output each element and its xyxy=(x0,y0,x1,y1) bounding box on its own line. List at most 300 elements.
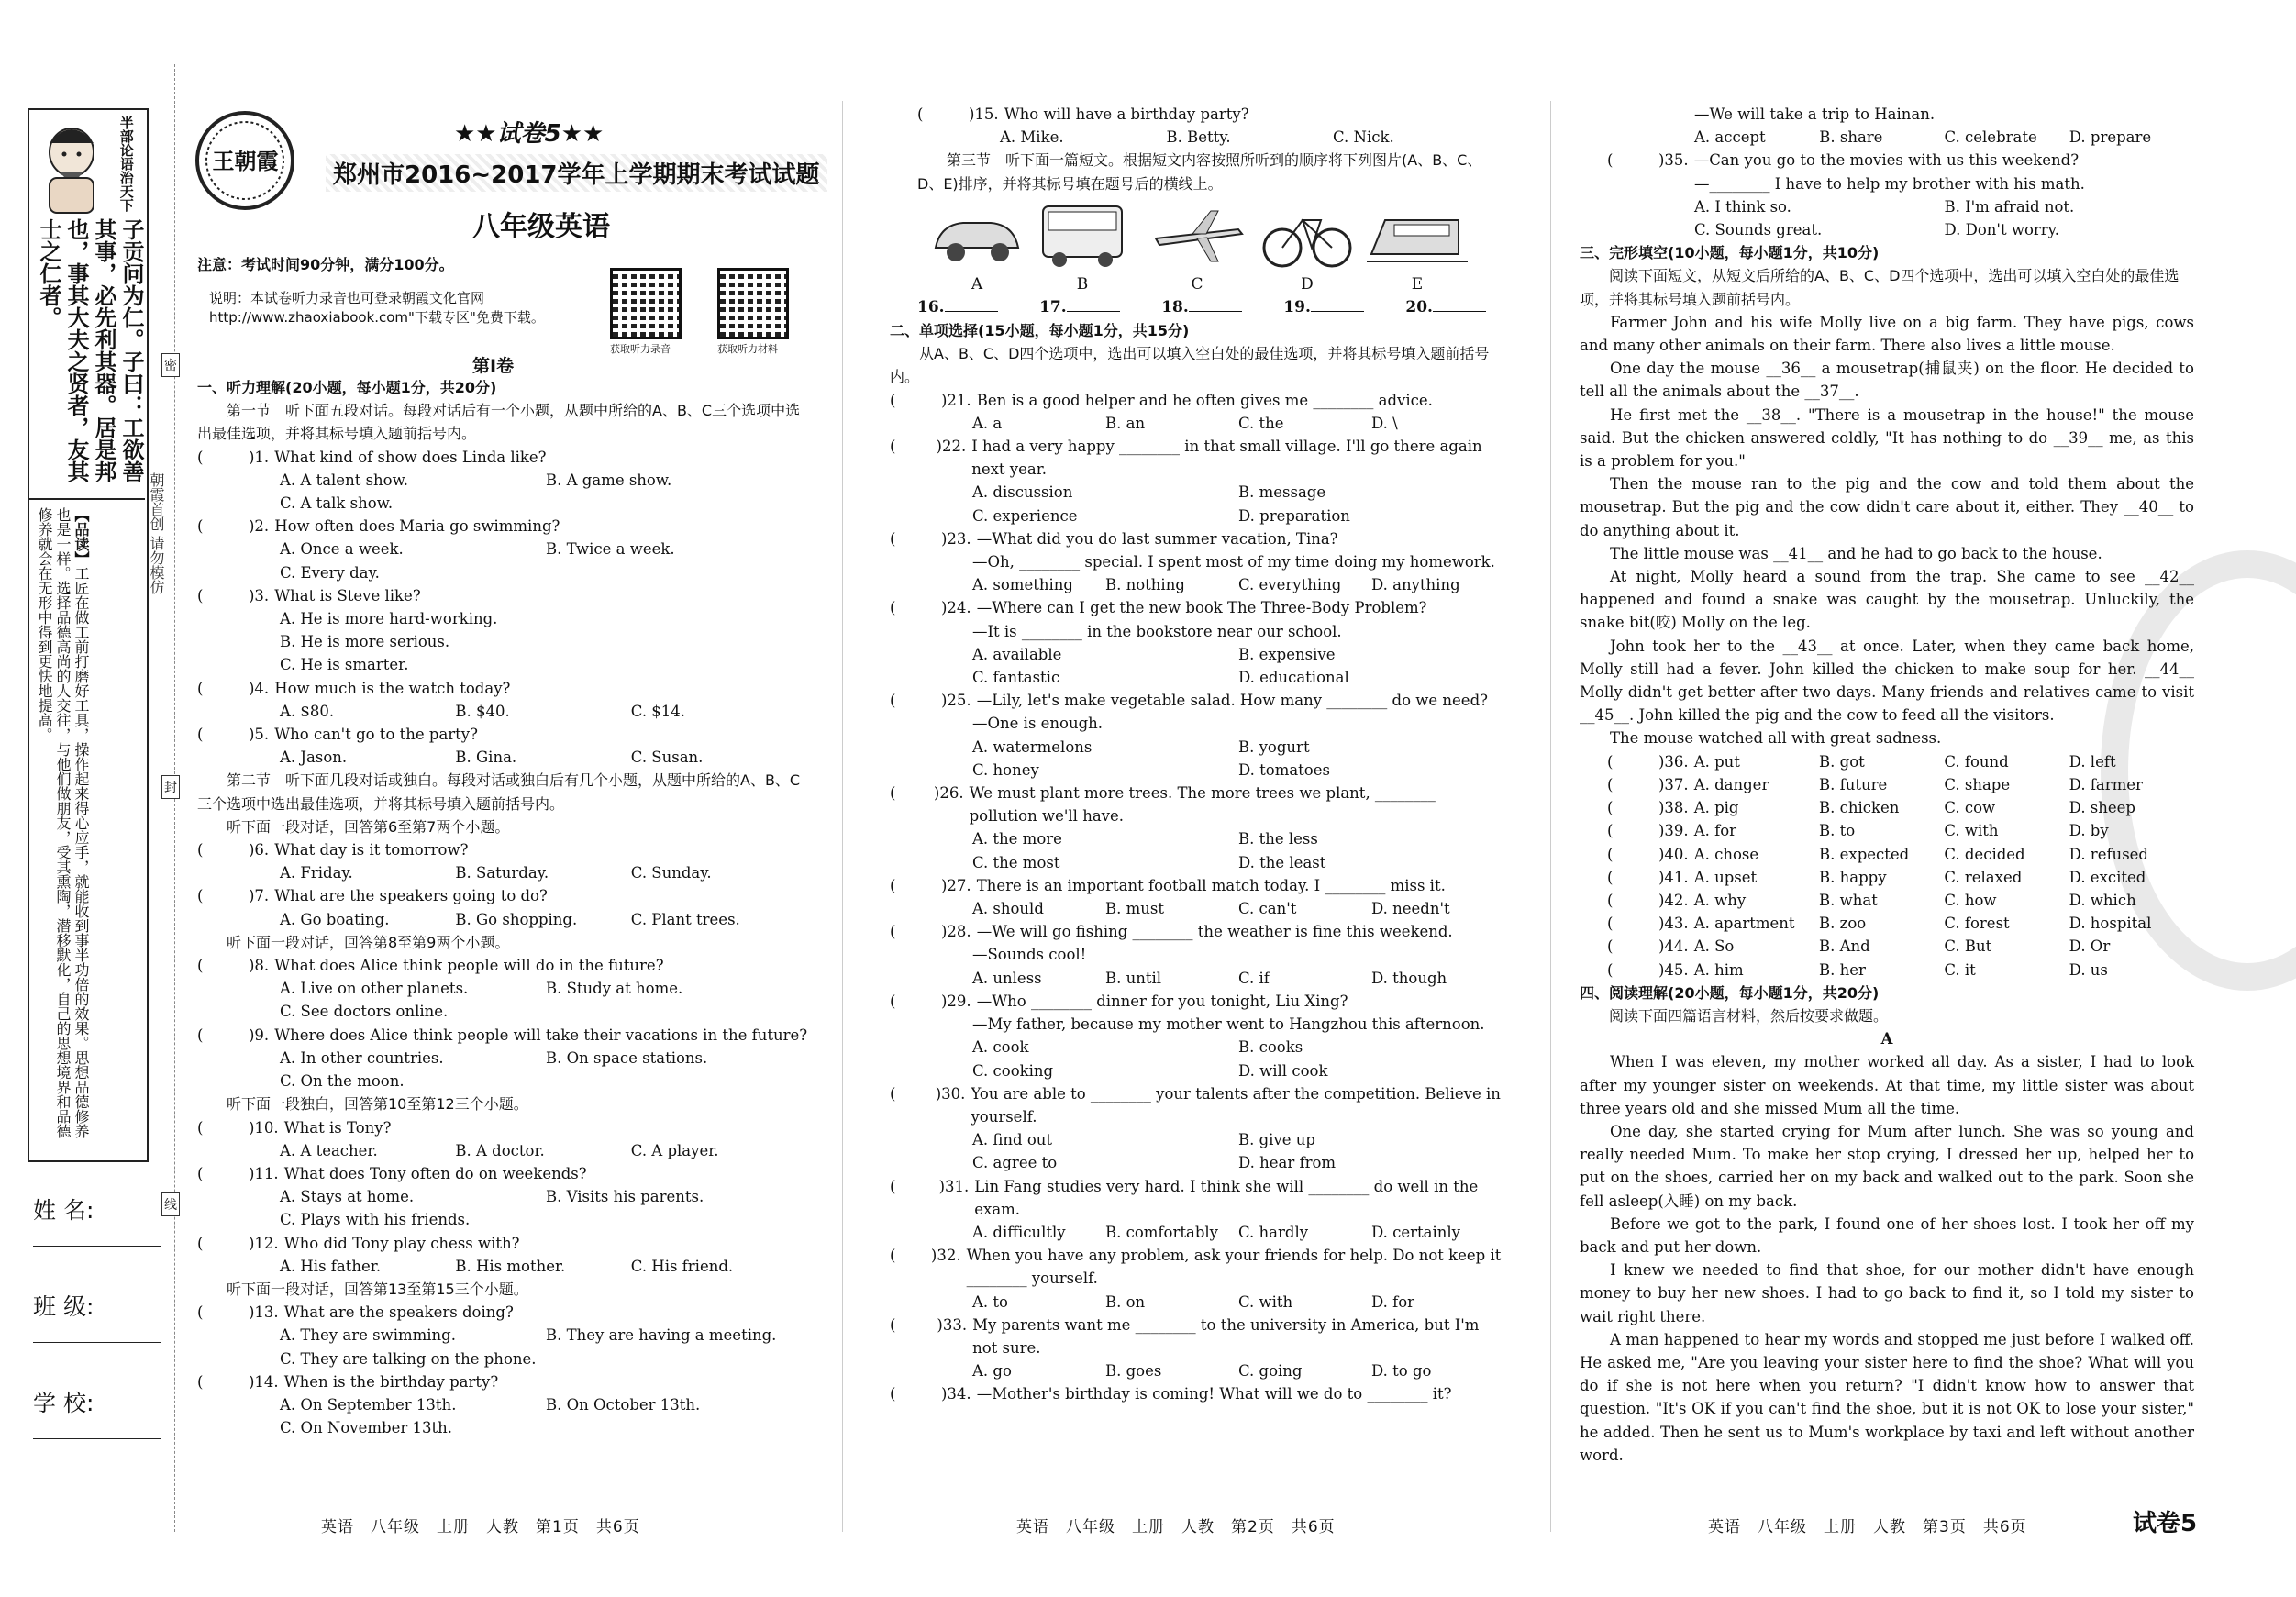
option[interactable]: B. zoo xyxy=(1819,915,1867,933)
q-text: —Where can I get the new book The Three-Body Problem? xyxy=(976,599,1427,617)
q-text: What is Steve like? xyxy=(274,586,421,604)
option[interactable]: C. with xyxy=(1238,1292,1293,1311)
cloze-q-41: ( )41. A. upset B. happy C. relaxed D. excited xyxy=(1580,866,2194,889)
option[interactable]: B. until xyxy=(1105,969,1162,987)
blank-16[interactable] xyxy=(917,298,998,316)
page3-column xyxy=(1580,103,2194,1467)
option[interactable]: B. Betty. xyxy=(1166,128,1231,147)
q-text: There is an important football match today. I ________ miss it. xyxy=(976,876,1446,894)
q-num: )13. xyxy=(249,1303,279,1322)
option[interactable]: C. Susan. xyxy=(630,749,704,767)
option[interactable]: A. pig xyxy=(1693,799,1739,817)
page2-single-choice xyxy=(890,319,1504,1406)
option[interactable]: B. yogurt xyxy=(1238,738,1310,756)
option[interactable]: B. cooks xyxy=(1238,1038,1303,1057)
option[interactable]: B. got xyxy=(1819,752,1865,771)
q-num: )34. xyxy=(941,1385,971,1403)
question-14: ( )14. When is the birthday party? A. On September 13th. B. On October 13th. C. On November 13th. xyxy=(197,1370,812,1440)
reading-body: 工匠在做工前打磨好工具，操作起来得心应手，就能收到事半功倍的效果。思想品德修养也是一样。选择品德高尚的人交往，与他们做朋友，受其熏陶，潜移默化，自己的思想境界和品德修养就会在无形中得到更快地提高。 xyxy=(36,507,90,1138)
q-text: What does Alice think people will do in the future? xyxy=(274,957,664,975)
name-line xyxy=(33,1246,161,1247)
option[interactable]: D. hospital xyxy=(2069,915,2152,933)
q-num: )42. xyxy=(1658,891,1689,909)
question-23: ( )23. —What did you do last summer vacation, Tina? —Oh, ________ special. I spent most of my time doing my homework. A. something B. nothing C. everything D. anything xyxy=(890,527,1504,597)
option[interactable]: B. give up xyxy=(1238,1131,1315,1149)
question-25: ( )25. —Lily, let's make vegetable salad. How many ________ do we need? —One is enough. A. watermelons B. yogurt C. honey D. tomatoes xyxy=(890,689,1504,782)
option[interactable]: C. celebrate xyxy=(1944,128,2037,147)
option[interactable]: C. the most xyxy=(972,853,1060,871)
option[interactable]: B. His mother. xyxy=(455,1257,566,1275)
school-label: 学 校: xyxy=(33,1390,94,1416)
option[interactable]: C. cow xyxy=(1944,799,1996,817)
q-text-2: —It is ________ in the bookstore near our school. xyxy=(972,622,1342,640)
reading-instruction: 阅读下面四篇语言材料，然后按要求做题。 xyxy=(1609,1006,1889,1025)
question-12: ( )12. Who did Tony play chess with? A. His father. B. His mother. C. His friend. xyxy=(197,1232,812,1278)
q-text: My parents want me ________ to the university in America, but I'm not sure. xyxy=(972,1315,1480,1357)
option[interactable]: A. Stays at home. xyxy=(280,1188,415,1206)
option[interactable]: A. Go boating. xyxy=(280,910,390,928)
option[interactable]: B. happy xyxy=(1819,868,1887,886)
option[interactable]: B. message xyxy=(1238,483,1326,502)
option[interactable]: D. educational xyxy=(1238,669,1349,687)
option[interactable]: D. hear from xyxy=(1238,1154,1337,1172)
option[interactable]: A. Jason. xyxy=(280,749,348,767)
option[interactable]: A. A teacher. xyxy=(280,1141,378,1159)
question-34: ( )34. —Mother's birthday is coming! What will we do to ________ it? xyxy=(890,1382,1504,1405)
passage-paragraph: One day, she started crying for Mum after lunch. She was so young and really needed Mum. To make her stop crying, I dressed her up, helped her to put on the shoes, carried her on my back and walked out to the park. Soon she fell asleep(入睡) on my back. xyxy=(1580,1122,2194,1210)
option[interactable]: A. for xyxy=(1693,822,1737,840)
option[interactable]: D. refused xyxy=(2069,845,2148,863)
question-6: ( )6. What day is it tomorrow? A. Friday. B. Saturday. C. Sunday. xyxy=(197,838,812,884)
option[interactable]: C. fantastic xyxy=(972,669,1060,687)
q-text-2: —One is enough. xyxy=(972,715,1104,733)
option[interactable]: C. They are talking on the phone. xyxy=(280,1349,537,1368)
blank-17[interactable] xyxy=(1039,298,1120,316)
explain-note: 说明：本试卷听力录音也可登录朝霞文化官网 http://www.zhaoxiabook.com"下载专区"免费下载。 xyxy=(209,290,545,326)
option[interactable]: C. He is smarter. xyxy=(280,656,409,674)
option[interactable]: A. watermelons xyxy=(972,738,1093,756)
q-text: Who did Tony play chess with? xyxy=(283,1234,520,1252)
option[interactable]: B. He is more serious. xyxy=(280,633,450,651)
q-num: )9. xyxy=(249,1026,270,1044)
option[interactable]: D. tomatoes xyxy=(1238,760,1330,779)
option[interactable]: A. Once a week. xyxy=(280,540,404,559)
option[interactable]: C. honey xyxy=(972,760,1039,779)
option[interactable]: B. what xyxy=(1819,891,1878,909)
q-num: )10. xyxy=(249,1118,279,1137)
q-num: )1. xyxy=(249,448,270,466)
option[interactable]: B. A game show. xyxy=(546,471,672,489)
qr-material[interactable] xyxy=(717,268,789,339)
question-4: ( )4. How much is the watch today? A. $80. B. $40. C. $14. xyxy=(197,677,812,723)
option[interactable]: A. So xyxy=(1693,937,1735,956)
cloze-q-39: ( )39. A. for B. to C. with D. by xyxy=(1580,819,2194,842)
option[interactable]: D. the least xyxy=(1238,853,1326,871)
option[interactable]: D. \ xyxy=(1371,414,1398,432)
cloze-paragraph: John took her to the __43__ at once. Later, when they came back home, Molly still had a fever. John killed the chicken to make soup for her. __44__ Molly didn't get better after two days. Many friends and relatives came to visit __45__. John killed the pig and the cow to feed all the visitors. xyxy=(1580,637,2194,725)
option[interactable]: C. relaxed xyxy=(1944,868,2023,886)
volume-title: 第Ⅰ卷 xyxy=(472,356,515,376)
cloze-paragraph: He first met the __38__. "There is a mousetrap in the house!" the mouse said. But the chicken answered coldly, "It has nothing to do __39__ me, as this is a problem for you." xyxy=(1580,405,2194,471)
option[interactable]: B. comfortably xyxy=(1105,1223,1218,1241)
option[interactable]: A. On September 13th. xyxy=(280,1395,457,1414)
qr-audio[interactable] xyxy=(610,268,682,339)
option[interactable]: B. They are having a meeting. xyxy=(546,1326,777,1345)
option[interactable]: D. Don't worry. xyxy=(1944,221,2060,239)
page2-column xyxy=(917,103,1504,195)
option[interactable]: D. excited xyxy=(2069,868,2146,886)
option[interactable]: A. something xyxy=(972,576,1073,594)
option[interactable]: C. Plant trees. xyxy=(630,910,740,928)
cloze-q-45: ( )45. A. him B. her C. it D. us xyxy=(1580,959,2194,981)
paper-label: ★★试卷5★★ xyxy=(454,120,605,148)
option[interactable]: A. why xyxy=(1693,891,1747,909)
option[interactable]: A. a xyxy=(972,414,1003,432)
q-num: )38. xyxy=(1658,799,1689,817)
blank-num: 20. xyxy=(1405,298,1433,316)
q-num: )15. xyxy=(969,105,999,123)
option[interactable]: C. Sounds great. xyxy=(1694,221,1823,239)
option[interactable]: C. Plays with his friends. xyxy=(280,1211,471,1229)
option[interactable]: B. Go shopping. xyxy=(455,910,578,928)
option[interactable]: B. I'm afraid not. xyxy=(1944,197,2075,216)
blank-num: 17. xyxy=(1039,298,1067,316)
option[interactable]: A. find out xyxy=(972,1131,1053,1149)
section-reading: 四、阅读理解(20小题，每小题1分，共20分) xyxy=(1580,983,1880,1002)
q-num: )32. xyxy=(930,1247,961,1265)
question-3: ( )3. What is Steve like? A. He is more hard-working. B. He is more serious. C. He is smarter. xyxy=(197,584,812,677)
option[interactable]: B. share xyxy=(1819,128,1883,147)
question-5: ( )5. Who can't go to the party? A. Jason. B. Gina. C. Susan. xyxy=(197,723,812,769)
option[interactable]: A. danger xyxy=(1693,775,1769,793)
option[interactable]: D. though xyxy=(1371,969,1447,987)
option[interactable]: B. Gina. xyxy=(455,749,517,767)
lead-13-15: 听下面一段对话，回答第13至第15三个小题。 xyxy=(227,1280,528,1298)
option[interactable]: A. difficultly xyxy=(972,1223,1066,1241)
picture-plane xyxy=(1147,197,1248,275)
option[interactable]: A. In other countries. xyxy=(280,1048,444,1067)
cloze-paragraph: The mouse watched all with great sadness. xyxy=(1610,729,1942,748)
section-cloze: 三、完形填空(10小题，每小题1分，共10分) xyxy=(1580,244,1880,262)
option[interactable]: C. On November 13th. xyxy=(280,1419,452,1437)
option[interactable]: B. must xyxy=(1105,900,1164,918)
question-7: ( )7. What are the speakers going to do? A. Go boating. B. Go shopping. C. Plant trees. xyxy=(197,884,812,930)
blank-18[interactable] xyxy=(1161,298,1242,316)
q-text: —Who ________ dinner for you tonight, Liu Xing? xyxy=(976,992,1348,1010)
q-text: Lin Fang studies very hard. I think she will ________ do well in the exam. xyxy=(974,1177,1479,1218)
option[interactable]: A. available xyxy=(972,645,1062,663)
option[interactable]: B. Visits his parents. xyxy=(546,1188,704,1206)
option[interactable]: A. should xyxy=(972,900,1044,918)
option[interactable]: C. See doctors online. xyxy=(280,1003,449,1021)
question-26: ( )26. We must plant more trees. The more trees we plant, ________ pollution we'll have. A. the more B. the less C. the most D. the least xyxy=(890,782,1504,874)
lead-6-7: 听下面一段对话，回答第6至第7两个小题。 xyxy=(227,817,510,836)
question-2: ( )2. How often does Maria go swimming? A. Once a week. B. Twice a week. C. Every day. xyxy=(197,515,812,584)
pic-label: A xyxy=(971,275,983,294)
option[interactable]: C. with xyxy=(1944,822,1999,840)
pic-label: E xyxy=(1411,275,1424,294)
q-num: )35. xyxy=(1658,151,1689,170)
question-21: ( )21. Ben is a good helper and he often gives me ________ advice. A. a B. an C. the D. \ xyxy=(890,389,1504,435)
question-11: ( )11. What does Tony often do on weekends? A. Stays at home. B. Visits his parents. C. Plays with his friends. xyxy=(197,1162,812,1232)
option[interactable]: B. her xyxy=(1819,960,1866,979)
option[interactable]: D. by xyxy=(2069,822,2109,840)
option[interactable]: D. which xyxy=(2069,891,2136,909)
section2-instruction: 从A、B、C、D四个选项中，选出可以填入空白处的最佳选项，并将其标号填入题前括号内。 xyxy=(890,345,1490,386)
q-text: Ben is a good helper and he often gives me ________ advice. xyxy=(976,391,1433,409)
option[interactable]: D. needn't xyxy=(1371,900,1450,918)
option[interactable]: A. to xyxy=(972,1292,1008,1311)
option[interactable]: A. unless xyxy=(972,969,1042,987)
option[interactable]: C. everything xyxy=(1238,576,1342,594)
passage-paragraph: I knew we needed to find that shoe, for our mother didn't have enough money to buy her new shoes. I had to go back to find it, so I told my sister to wait right there. xyxy=(1580,1261,2194,1325)
exam-title: 郑州市2016~2017学年上学期期末考试试题 xyxy=(326,154,827,192)
option[interactable]: B. future xyxy=(1819,775,1888,793)
school-line xyxy=(33,1438,161,1439)
option[interactable]: A. put xyxy=(1693,752,1740,771)
option[interactable]: C. decided xyxy=(1944,845,2025,863)
option[interactable]: A. cook xyxy=(972,1038,1029,1057)
option[interactable]: A. A talent show. xyxy=(280,471,409,489)
option[interactable]: A. discussion xyxy=(972,483,1073,502)
q-num: )21. xyxy=(941,391,971,409)
seal-mark-3: 线 xyxy=(161,1192,180,1216)
q-num: )45. xyxy=(1658,960,1689,979)
q-num: )23. xyxy=(941,529,971,548)
option[interactable]: C. hardly xyxy=(1238,1223,1309,1241)
part1-instruction: 第一节 听下面五段对话。每段对话后有一个小题，从题中所给的A、B、C三个选项中选出最佳选项，并将其标号填入题前括号内。 xyxy=(197,402,801,443)
option[interactable]: A. accept xyxy=(1694,128,1766,147)
q-text: When you have any problem, ask your friends for help. Do not keep it ________ yourself. xyxy=(966,1247,1502,1288)
cloze-options xyxy=(1580,750,2194,981)
q-num: )44. xyxy=(1658,937,1689,956)
class-line xyxy=(33,1342,161,1343)
option[interactable]: B. on xyxy=(1105,1292,1146,1311)
option[interactable]: B. Study at home. xyxy=(546,980,683,998)
q-text: I had a very happy ________ in that small village. I'll go there again next year. xyxy=(971,438,1482,479)
reading-text xyxy=(35,507,90,1149)
qr-material-caption: 获取听力材料 xyxy=(717,343,778,355)
name-label: 姓 名: xyxy=(33,1197,94,1224)
q-num: )41. xyxy=(1658,868,1689,886)
part3-instruction: 第三节 听下面一篇短文。根据短文内容按照所听到的顺序将下列图片(A、B、C、D、E)排序，并将其标号填在题号后的横线上。 xyxy=(917,151,1482,193)
option[interactable]: B. On October 13th. xyxy=(546,1395,701,1414)
option[interactable]: C. found xyxy=(1944,752,2009,771)
option[interactable]: A. the more xyxy=(972,830,1062,848)
q-text-2: —________ I have to help my brother with his math. xyxy=(1694,174,2085,193)
blank-num: 18. xyxy=(1161,298,1189,316)
option[interactable]: D. anything xyxy=(1371,576,1460,594)
option[interactable]: C. His friend. xyxy=(630,1257,734,1275)
option[interactable]: C. forest xyxy=(1944,915,2010,933)
option[interactable]: C. But xyxy=(1944,937,1992,956)
option[interactable]: A. apartment xyxy=(1693,915,1795,933)
option[interactable]: D. sheep xyxy=(2069,799,2135,817)
q-num: )4. xyxy=(249,679,270,697)
q-text: How much is the watch today? xyxy=(274,679,511,697)
option[interactable]: D. us xyxy=(2069,960,2108,979)
option[interactable]: C. agree to xyxy=(972,1154,1058,1172)
option[interactable]: A. They are swimming. xyxy=(280,1326,456,1345)
school-field[interactable] xyxy=(33,1385,171,1418)
option[interactable]: B. to xyxy=(1819,822,1856,840)
vertical-note: 朝霞首创 请勿模仿 xyxy=(148,472,165,595)
option[interactable]: A. His father. xyxy=(280,1257,382,1275)
option[interactable]: B. Twice a week. xyxy=(546,540,675,559)
option[interactable]: B. an xyxy=(1105,414,1146,432)
reading-title: 【品读】 xyxy=(72,507,90,566)
q-text: —Can you go to the movies with us this weekend? xyxy=(1693,151,2080,170)
option[interactable]: B. the less xyxy=(1238,830,1318,848)
corner-paper-label: 试卷5 xyxy=(2133,1510,2198,1537)
passage-paragraph: Before we got to the park, I found one of her shoes lost. I took her off my back and put her down. xyxy=(1580,1214,2194,1256)
option[interactable]: C. the xyxy=(1238,414,1284,432)
option[interactable]: B. expected xyxy=(1819,845,1910,863)
option[interactable]: B. Saturday. xyxy=(455,864,549,882)
q-text-2: —Oh, ________ special. I spent most of my time doing my homework. xyxy=(972,553,1495,571)
cloze-q-37: ( )37. A. danger B. future C. shape D. farmer xyxy=(1580,773,2194,796)
option[interactable]: C. shape xyxy=(1944,775,2011,793)
question-13: ( )13. What are the speakers doing? A. They are swimming. B. They are having a meeting. C. They are talking on the phone. xyxy=(197,1301,812,1370)
q-text-2: —We will take a trip to Hainan. xyxy=(1694,105,1936,123)
q-num: )11. xyxy=(249,1164,279,1182)
cloze-q-36: ( )36. A. put B. got C. found D. left xyxy=(1580,750,2194,773)
option[interactable]: A. He is more hard-working. xyxy=(280,610,498,628)
option[interactable]: A. I think so. xyxy=(1694,197,1791,216)
option[interactable]: A. Live on other planets. xyxy=(280,980,469,998)
option[interactable]: B. chicken xyxy=(1819,799,1900,817)
blank-19[interactable] xyxy=(1283,298,1364,316)
option[interactable]: B. goes xyxy=(1105,1362,1162,1381)
q-num: )28. xyxy=(941,923,971,941)
picture-bike xyxy=(1257,197,1358,275)
option[interactable]: B. A doctor. xyxy=(455,1141,545,1159)
blank-20[interactable] xyxy=(1405,298,1486,316)
passage-label: A xyxy=(1880,1030,1893,1048)
option[interactable]: C. if xyxy=(1238,969,1270,987)
answer-blanks-16-20 xyxy=(917,298,1486,316)
q-num: )3. xyxy=(249,586,270,604)
option[interactable]: C. On the moon. xyxy=(280,1072,405,1091)
option[interactable]: B. expensive xyxy=(1238,645,1336,663)
q-text: What day is it tomorrow? xyxy=(274,841,469,859)
q-num: )29. xyxy=(941,992,971,1010)
class-label: 班 级: xyxy=(33,1293,94,1320)
option[interactable]: A. chose xyxy=(1693,845,1759,863)
part2-instruction: 第二节 听下面几段对话或独白。每段对话或独白后有几个小题，从题中所给的A、B、C三个选项中选出最佳选项，并将其标号填入题前括号内。 xyxy=(197,771,801,813)
q-num: )12. xyxy=(249,1234,279,1252)
option[interactable]: C. A talk show. xyxy=(280,494,394,513)
page-divider-1 xyxy=(842,101,843,1532)
section-listening: 一、听力理解(20小题，每小题1分，共20分) xyxy=(197,379,497,396)
page1-column xyxy=(197,376,812,1439)
option[interactable]: A. go xyxy=(972,1362,1012,1381)
q-num: )40. xyxy=(1658,845,1689,863)
q-text: Where does Alice think people will take their vacations in the future? xyxy=(274,1026,808,1044)
option[interactable]: B. nothing xyxy=(1105,576,1185,594)
option[interactable]: C. $14. xyxy=(630,702,686,720)
cloze-instruction: 阅读下面短文，从短文后所给的A、B、C、D四个选项中，选出可以填入空白处的最佳选项，并将其标号填入题前括号内。 xyxy=(1580,267,2180,308)
question-1: ( )1. What kind of show does Linda like? A. A talent show. B. A game show. C. A talk show. xyxy=(197,446,812,516)
cloze-paragraph: One day the mouse __36__ a mousetrap(捕鼠夹) on the floor. He decided to tell all the animals about the __37__. xyxy=(1580,360,2194,401)
qr-audio-caption: 获取听力录音 xyxy=(610,343,671,355)
q-num: )5. xyxy=(249,726,270,744)
logo-text: 王朝霞 xyxy=(212,148,279,174)
subject-title: 八年级英语 xyxy=(472,211,610,243)
q-text: What is Tony? xyxy=(283,1118,392,1137)
option[interactable]: C. Nick. xyxy=(1333,128,1394,147)
q-text: You are able to ________ your talents after the competition. Believe in yourself. xyxy=(971,1084,1501,1126)
option[interactable]: D. left xyxy=(2069,752,2116,771)
option[interactable]: D. will cook xyxy=(1238,1061,1328,1080)
option[interactable]: D. farmer xyxy=(2069,775,2143,793)
q-num: )27. xyxy=(941,876,971,894)
option[interactable]: D. preparation xyxy=(1238,506,1350,525)
option[interactable]: C. Sunday. xyxy=(630,864,712,882)
question-28: ( )28. —We will go fishing ________ the weather is fine this weekend. —Sounds cool! A. unless B. until C. if D. though xyxy=(890,920,1504,990)
option[interactable]: C. A player. xyxy=(630,1141,719,1159)
option[interactable]: C. cooking xyxy=(972,1061,1054,1080)
cloze-q-38: ( )38. A. pig B. chicken C. cow D. sheep xyxy=(1580,796,2194,819)
q-num: )24. xyxy=(941,599,971,617)
option[interactable]: B. $40. xyxy=(455,702,510,720)
name-field[interactable] xyxy=(33,1192,171,1225)
option[interactable]: A. upset xyxy=(1693,868,1758,886)
option[interactable]: C. going xyxy=(1238,1362,1303,1381)
option[interactable]: D. for xyxy=(1371,1292,1415,1311)
sidebar-quote: 子贡问为仁。子曰：工欲善其事，必先利其器。居是邦也，事其大夫之贤者，友其士之仁者。 xyxy=(36,218,144,482)
option[interactable]: A. Mike. xyxy=(1000,128,1064,147)
q-num: )8. xyxy=(249,957,270,975)
option[interactable]: A. $80. xyxy=(280,702,335,720)
q-num: )36. xyxy=(1658,752,1689,771)
question-24: ( )24. —Where can I get the new book The Three-Body Problem? —It is ________ in the bookstore near our school. A. available B. expensive C. fantastic D. educational xyxy=(890,596,1504,689)
q-num: )6. xyxy=(249,841,270,859)
q-num: )37. xyxy=(1658,775,1689,793)
option[interactable]: D. certainly xyxy=(1371,1223,1460,1241)
option[interactable]: A. him xyxy=(1693,960,1744,979)
option[interactable]: D. Or xyxy=(2069,937,2111,956)
option[interactable]: C. how xyxy=(1944,891,1997,909)
q-text: —We will go fishing ________ the weather is fine this weekend. xyxy=(976,923,1453,941)
q-num: )39. xyxy=(1658,822,1689,840)
question-33: ( )33. My parents want me ________ to the university in America, but I'm not sure. A. go B. goes C. going D. to go xyxy=(890,1314,1504,1383)
option[interactable]: B. On space stations. xyxy=(546,1048,708,1067)
option[interactable]: A. Friday. xyxy=(280,864,353,882)
pic-label: C xyxy=(1191,275,1203,294)
passage-paragraph: When I was eleven, my mother worked all day. As a sister, I had to look after my younger sister on weekends. At that time, my little sister was about three years old and she missed Mum all the time. xyxy=(1580,1053,2194,1117)
option[interactable]: C. Every day. xyxy=(280,563,380,582)
q-text: We must plant more trees. The more trees we plant, ________ pollution we'll have. xyxy=(969,784,1436,826)
q-num: )22. xyxy=(936,438,967,456)
class-field[interactable] xyxy=(33,1289,171,1322)
q-text: —Mother's birthday is coming! What will we do to ________ it? xyxy=(976,1385,1452,1403)
binding-sidebar xyxy=(28,108,147,1172)
q-text: Who will have a birthday party? xyxy=(1004,105,1249,123)
q-num: )43. xyxy=(1658,915,1689,933)
option[interactable]: D. to go xyxy=(1371,1362,1432,1381)
option[interactable]: B. And xyxy=(1819,937,1870,956)
cloze-paragraph: At night, Molly heard a sound from the trap. She came to see __42__ happened and found a snake was caught by the mousetrap. Unluckily, the snake bit(咬) Molly on the leg. xyxy=(1580,568,2194,632)
logo xyxy=(193,108,298,214)
cloze-q-40: ( )40. A. chose B. expected C. decided D. refused xyxy=(1580,843,2194,866)
option[interactable]: C. can't xyxy=(1238,900,1297,918)
pic-label: D xyxy=(1301,275,1314,294)
option[interactable]: D. prepare xyxy=(2069,128,2152,147)
cloze-q-43: ( )43. A. apartment B. zoo C. forest D. hospital xyxy=(1580,912,2194,935)
option[interactable]: C. it xyxy=(1944,960,1976,979)
option[interactable]: C. experience xyxy=(972,506,1078,525)
